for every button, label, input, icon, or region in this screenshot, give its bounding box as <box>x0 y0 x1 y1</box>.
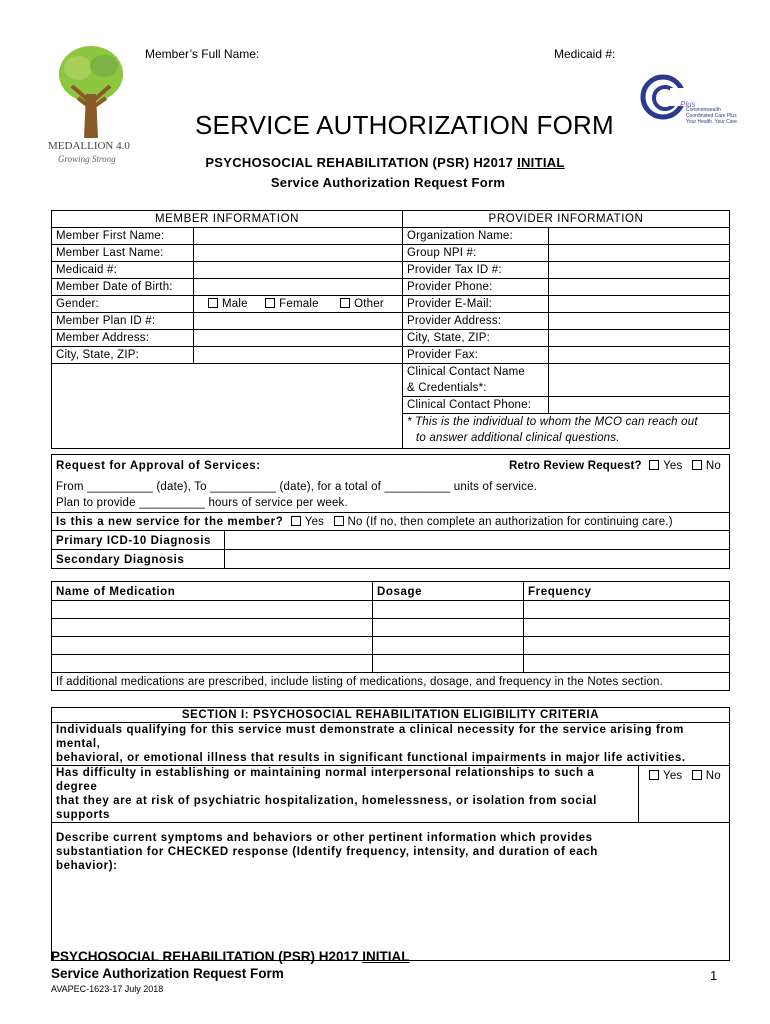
medicaid-label: Medicaid #: <box>52 262 194 279</box>
provider-fax-field[interactable] <box>549 347 730 364</box>
medication-frequency-cell[interactable] <box>524 619 730 637</box>
checkbox-icon <box>692 770 702 780</box>
criterion-answer <box>639 766 730 823</box>
medication-frequency-cell[interactable] <box>524 637 730 655</box>
section-1-table <box>51 707 730 961</box>
ccc-plus-logo <box>640 74 750 125</box>
member-city-field[interactable] <box>194 347 403 364</box>
section-1-intro: Individuals qualifying for this service must demonstrate a clinical necessity for the service arising from mental, behavioral, or emotional illness that results in significant functional impairments in major life activities. <box>52 723 730 766</box>
ccc-line-3: Your Health. Your Care. <box>686 119 739 125</box>
gender-label: Gender: <box>52 296 194 313</box>
describe-symptoms-area[interactable]: Describe current symptoms and behaviors or other pertinent information which provides substantiation for CHECKED response (Identify frequency, intensity, and duration of each behavior): <box>52 823 730 961</box>
secondary-dx-label: Secondary Diagnosis <box>52 550 225 569</box>
retro-no-checkbox[interactable]: No <box>692 460 721 472</box>
member-first-name-label: Member First Name: <box>52 228 194 245</box>
provider-tax-id-field[interactable] <box>549 262 730 279</box>
new-service-row <box>52 513 730 531</box>
organization-name-label: Organization Name: <box>403 228 549 245</box>
from-to-line[interactable]: From __________ (date), To __________ (date), for a total of __________ units of service. <box>56 481 538 493</box>
member-dob-label: Member Date of Birth: <box>52 279 194 296</box>
medicaid-number-label: Medicaid #: <box>554 47 616 61</box>
criterion-no-checkbox[interactable]: No <box>692 770 721 782</box>
request-table <box>51 454 730 569</box>
ccc-logo-icon <box>640 74 686 120</box>
checkbox-icon <box>265 298 275 308</box>
member-dob-field[interactable] <box>194 279 403 296</box>
primary-dx-field[interactable] <box>225 531 730 550</box>
provider-phone-field[interactable] <box>549 279 730 296</box>
member-plan-id-label: Member Plan ID #: <box>52 313 194 330</box>
provider-city-field[interactable] <box>549 330 730 347</box>
member-info-heading: MEMBER INFORMATION <box>52 211 403 228</box>
medication-name-header: Name of Medication <box>52 582 373 601</box>
medications-note: If additional medications are prescribed, include listing of medications, dosage, and frequency in the Notes section. <box>52 673 730 691</box>
medication-frequency-cell[interactable] <box>524 601 730 619</box>
member-provider-table <box>51 210 730 449</box>
footer-subtitle: Service Authorization Request Form <box>51 966 284 981</box>
retro-review: Retro Review Request? Yes No <box>509 460 721 472</box>
new-service-question: Is this a new service for the member? <box>56 516 284 528</box>
medicaid-field[interactable] <box>194 262 403 279</box>
request-approval-row <box>52 455 730 475</box>
medication-dosage-cell[interactable] <box>373 637 524 655</box>
form-subtitle-main: PSYCHOSOCIAL REHABILITATION (PSR) H2017 <box>205 155 518 170</box>
clinical-contact-phone-field[interactable] <box>549 397 730 414</box>
provider-phone-label: Provider Phone: <box>403 279 549 296</box>
group-npi-label: Group NPI #: <box>403 245 549 262</box>
checkbox-icon <box>291 516 301 526</box>
member-address-label: Member Address: <box>52 330 194 347</box>
section-1-criterion: Has difficulty in establishing or maintaining normal interpersonal relationships to such a degree that they are at risk of psychiatric hospitalization, homelessness, or isolation from social supports <box>52 766 639 823</box>
criterion-yes-checkbox[interactable]: Yes <box>649 770 682 782</box>
provider-tax-id-label: Provider Tax ID #: <box>403 262 549 279</box>
checkbox-icon <box>208 298 218 308</box>
clinical-contact-phone-label: Clinical Contact Phone: <box>403 397 549 414</box>
new-service-no-checkbox[interactable]: No (If no, then complete an authorization for continuing care.) <box>334 516 673 528</box>
form-subtitle-sub: Service Authorization Request Form <box>270 175 506 190</box>
provider-city-label: City, State, ZIP: <box>403 330 549 347</box>
medication-dosage-cell[interactable] <box>373 619 524 637</box>
ccc-line-1: Commonwealth <box>686 107 721 113</box>
medications-table <box>51 581 730 691</box>
ccc-line-2: Coordinated Care Plus <box>686 113 737 119</box>
tree-icon <box>48 42 134 142</box>
form-title: SERVICE AUTHORIZATION FORM <box>195 110 614 140</box>
checkbox-icon <box>334 516 344 526</box>
medallion-logo-text: MEDALLION 4.0 <box>48 140 130 152</box>
table-row <box>52 655 730 673</box>
form-subtitle-initial: INITIAL <box>517 155 565 170</box>
provider-email-field[interactable] <box>549 296 730 313</box>
member-full-name-label: Member’s Full Name: <box>145 47 260 61</box>
medication-dosage-cell[interactable] <box>373 655 524 673</box>
clinical-contact-name-field[interactable] <box>549 364 730 397</box>
clinical-contact-note: * This is the individual to whom the MCO can reach out to answer additional clinical questions. <box>403 414 730 449</box>
medication-frequency-header: Frequency <box>524 582 730 601</box>
footer-title: PSYCHOSOCIAL REHABILITATION (PSR) H2017 INITIAL <box>51 949 410 964</box>
medication-dosage-cell[interactable] <box>373 601 524 619</box>
new-service-yes-checkbox[interactable]: Yes <box>287 516 324 528</box>
checkbox-icon <box>649 770 659 780</box>
gender-options <box>194 296 403 313</box>
provider-fax-label: Provider Fax: <box>403 347 549 364</box>
medication-dosage-header: Dosage <box>373 582 524 601</box>
medallion-tagline: Growing Strong <box>58 154 116 164</box>
provider-email-label: Provider E-Mail: <box>403 296 549 313</box>
primary-dx-label: Primary ICD-10 Diagnosis <box>52 531 225 550</box>
gender-female-checkbox[interactable]: Female <box>265 298 319 310</box>
provider-info-heading: PROVIDER INFORMATION <box>403 211 730 228</box>
table-row <box>52 637 730 655</box>
section-1-title: SECTION I: PSYCHOSOCIAL REHABILITATION ELIGIBILITY CRITERIA <box>52 708 730 723</box>
member-plan-id-field[interactable] <box>194 313 403 330</box>
table-row <box>52 601 730 619</box>
medallion-logo <box>48 42 134 168</box>
member-last-name-label: Member Last Name: <box>52 245 194 262</box>
checkbox-icon <box>692 460 702 470</box>
medication-name-cell[interactable] <box>52 655 373 673</box>
ccc-plus-text: Plus <box>680 100 696 109</box>
table-row <box>52 619 730 637</box>
medication-name-cell[interactable] <box>52 619 373 637</box>
clinical-contact-name-label: Clinical Contact Name & Credentials*: <box>403 364 549 397</box>
member-blank-area <box>52 364 403 449</box>
member-last-name-field[interactable] <box>194 245 403 262</box>
provider-address-field[interactable] <box>549 313 730 330</box>
page-number: 1 <box>710 968 718 983</box>
organization-name-field[interactable] <box>549 228 730 245</box>
gender-other-checkbox[interactable]: Other <box>340 298 384 310</box>
checkbox-icon <box>649 460 659 470</box>
request-approval-label: Request for Approval of Services: <box>56 460 261 472</box>
medication-name-cell[interactable] <box>52 637 373 655</box>
footer-code: AVAPEC-1623-17 July 2018 <box>51 984 164 994</box>
medication-name-cell[interactable] <box>52 601 373 619</box>
member-address-field[interactable] <box>194 330 403 347</box>
plan-to-provide-line[interactable]: Plan to provide __________ hours of service per week. <box>56 497 348 509</box>
secondary-dx-field[interactable] <box>225 550 730 569</box>
group-npi-field[interactable] <box>549 245 730 262</box>
member-first-name-field[interactable] <box>194 228 403 245</box>
checkbox-icon <box>340 298 350 308</box>
provider-address-label: Provider Address: <box>403 313 549 330</box>
form-subtitle <box>0 155 770 170</box>
retro-yes-checkbox[interactable]: Yes <box>645 460 682 472</box>
member-city-label: City, State, ZIP: <box>52 347 194 364</box>
medication-frequency-cell[interactable] <box>524 655 730 673</box>
gender-male-checkbox[interactable]: Male <box>208 298 248 310</box>
request-dates <box>52 474 730 513</box>
